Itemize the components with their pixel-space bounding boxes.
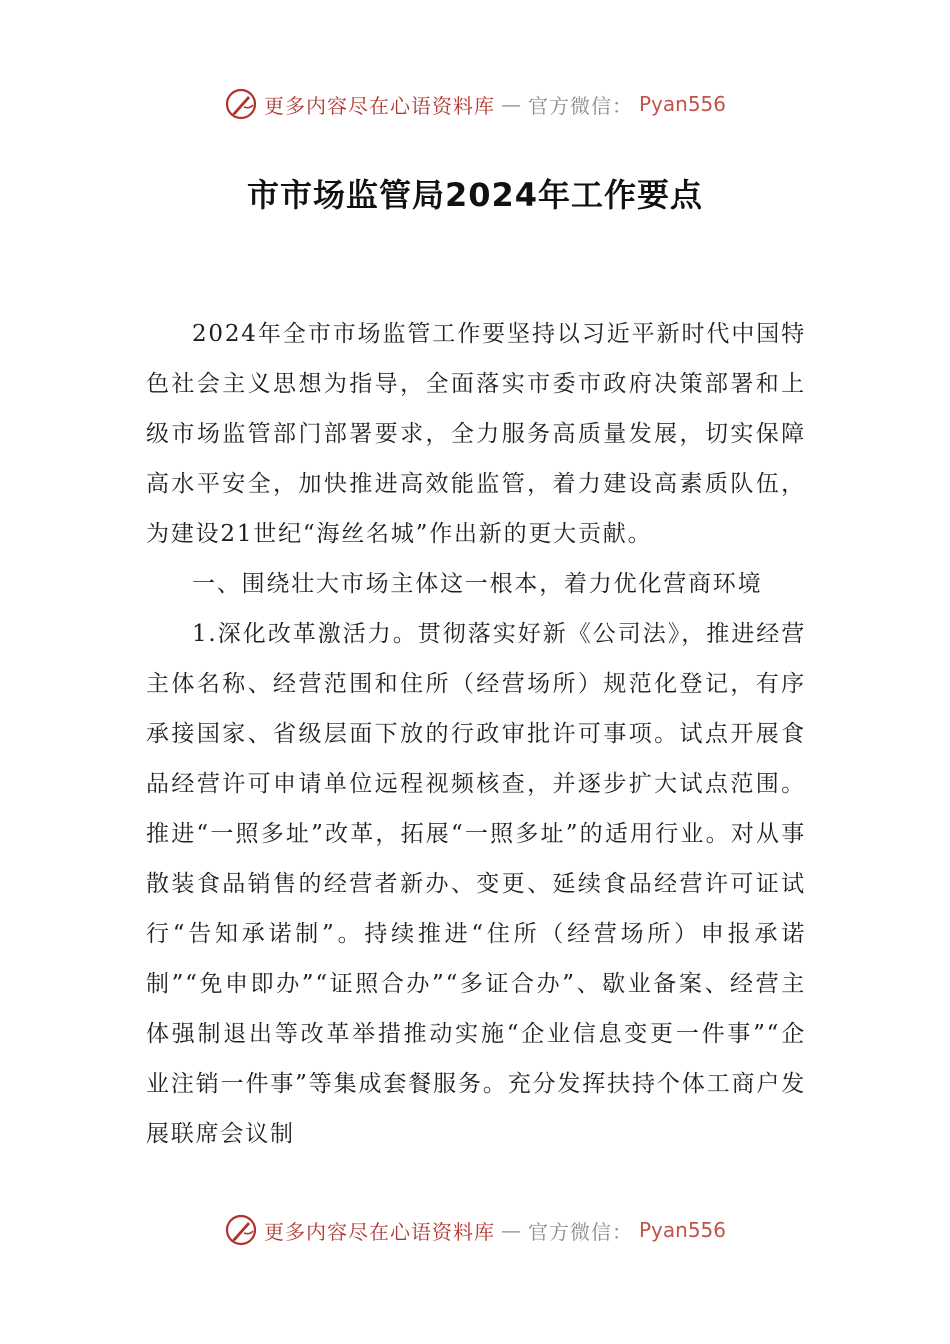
watermark-slogan: 更多内容尽在心语资料库 <box>263 93 495 118</box>
section-heading-1: 一、围绕壮大市场主体这一根本，着力优化营商环境 <box>192 571 763 597</box>
watermark-separator: — <box>500 1218 522 1242</box>
watermark-wechat-id: Pyan556 <box>638 1218 726 1242</box>
document-body <box>146 309 806 1159</box>
watermark-wechat-label: 官方微信： <box>527 93 633 118</box>
paragraph-intro: 2024年全市市场监管工作要坚持以习近平新时代中国特色社会主义思想为指导，全面落实市委市政府决策部署和上级市场监管部门部署要求，全力服务高质量发展，切实保障高水平安全，加快推进高效能监管，着力建设高素质队伍，为建设21世纪“海丝名城”作出新的更大贡献。 <box>146 321 806 547</box>
watermark-wechat-id: Pyan556 <box>638 92 726 116</box>
watermark-banner-top <box>0 84 950 124</box>
watermark-wechat-label: 官方微信： <box>527 1219 633 1244</box>
watermark-separator: — <box>500 92 522 116</box>
quill-pen-icon <box>224 87 258 121</box>
document-title: 市市场监管局2024年工作要点 <box>246 176 704 214</box>
quill-pen-icon <box>224 1213 258 1247</box>
watermark-slogan: 更多内容尽在心语资料库 <box>263 1219 495 1244</box>
watermark-banner-bottom <box>0 1210 950 1250</box>
paragraph-item-1: 1.深化改革激活力。贯彻落实好新《公司法》，推进经营主体名称、经营范围和住所（经营场所）规范化登记，有序承接国家、省级层面下放的行政审批许可事项。试点开展食品经营许可申请单位远程视频核查，并逐步扩大试点范围。推进“一照多址”改革，拓展“一照多址”的适用行业。对从事散装食品销售的经营者新办、变更、延续食品经营许可证试行“告知承诺制”。持续推进“住所（经营场所）申报承诺制”“免申即办”“证照合办”“多证合办”、歇业备案、经营主体强制退出等改革举措推动实施“企业信息变更一件事”“企业注销一件事”等集成套餐服务。充分发挥扶持个体工商户发展联席会议制 <box>146 621 806 1147</box>
